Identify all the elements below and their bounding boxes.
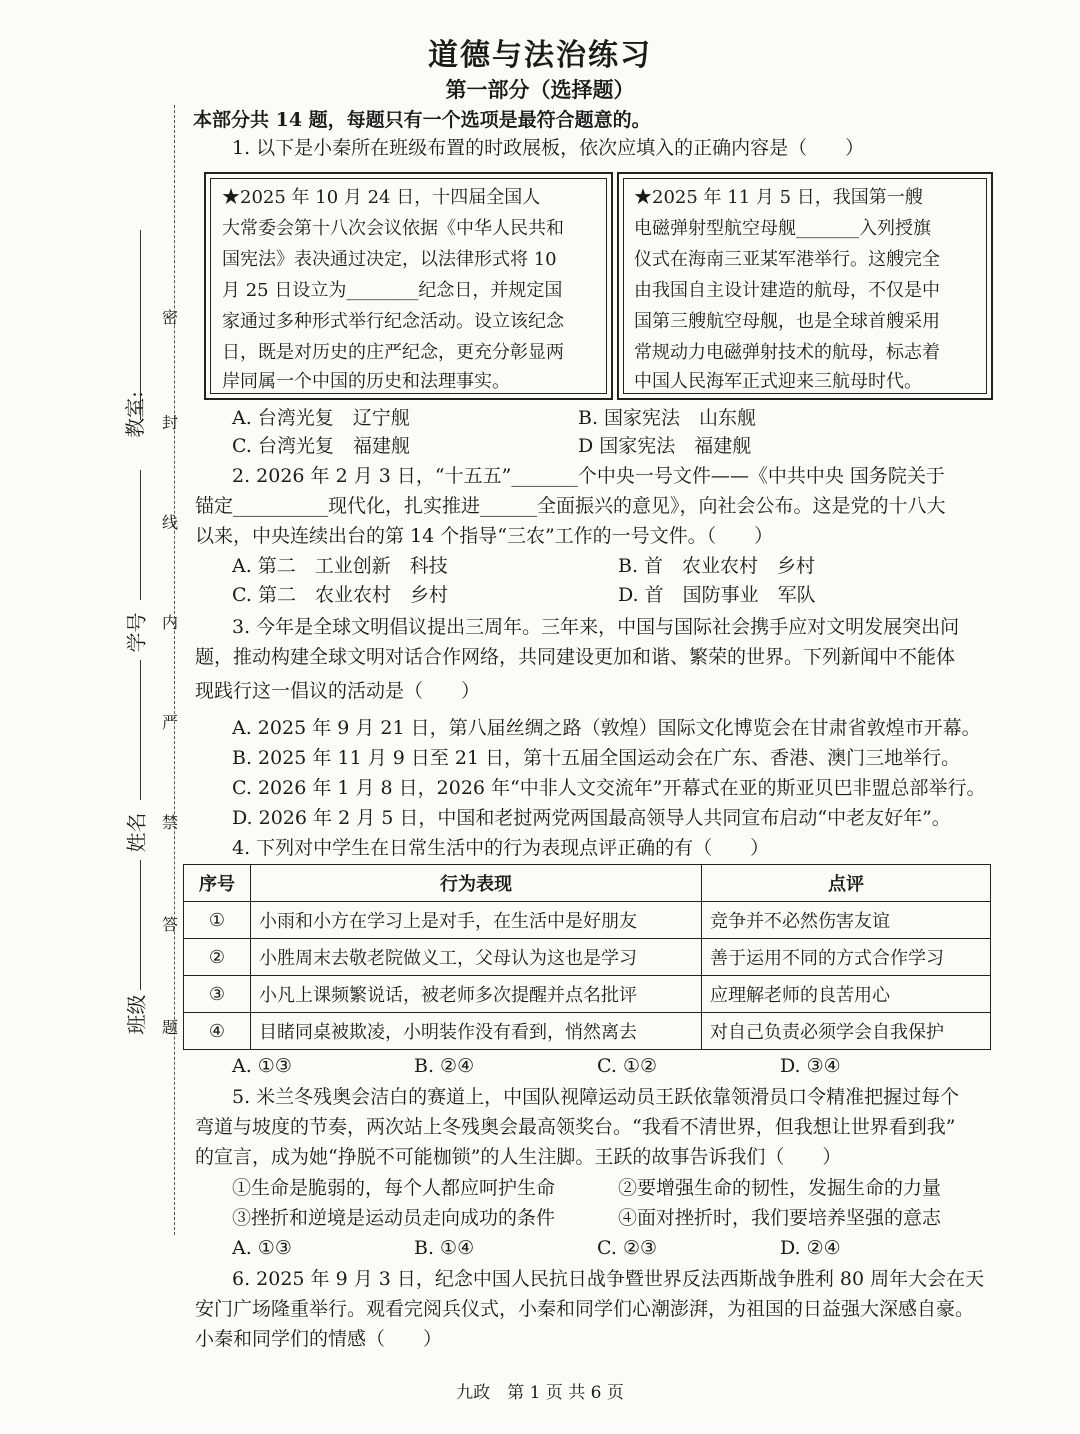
q1-left-line: ★2025 年 10 月 24 日，十四届全国人 xyxy=(222,187,541,208)
row-comment: 应理解老师的良苦用心 xyxy=(702,976,991,1013)
q2-option-d: D. 首 国防事业 军队 xyxy=(618,584,816,606)
class-underline xyxy=(140,860,141,990)
seal-char: 内 xyxy=(162,613,179,632)
q1-option-d: D 国家宪法 福建舰 xyxy=(578,435,752,457)
q1-right-line: 电磁弹射型航空母舰_______入列授旗 xyxy=(634,218,931,239)
q2-option-a: A. 第二 工业创新 科技 xyxy=(232,555,448,577)
q2-line: 以来，中央连续出台的第 14 个指导“三农”工作的一号文件。（ ） xyxy=(195,525,774,547)
q2-line: 锚定__________现代化，扎实推进______全面振兴的意见》，向社会公布。这是党的十八大 xyxy=(195,495,946,517)
q1-left-line: 日，既是对历史的庄严纪念，更充分彰显两 xyxy=(222,342,564,363)
q5-line: 5. 米兰冬残奥会洁白的赛道上，中国队视障运动员王跃依靠领滑员口令精准把握过每个 xyxy=(232,1086,960,1108)
seal-char: 答 xyxy=(162,915,179,934)
q1-right-line: 国第三艘航空母舰，也是全球首艘采用 xyxy=(634,311,940,332)
q6-line: 安门广场隆重举行。观看完阅兵仪式，小秦和同学们心潮澎湃，为祖国的日益强大深感自豪。 xyxy=(195,1298,975,1320)
seal-char: 线 xyxy=(162,513,179,532)
q1-left-line: 岸同属一个中国的历史和法理事实。 xyxy=(222,371,510,392)
q3-option-c: C. 2026 年 1 月 8 日，2026 年“中非人文交流年”开幕式在亚的斯亚贝巴非盟总部举行。 xyxy=(232,777,986,799)
q5-statement: ③挫折和逆境是运动员走向成功的条件 xyxy=(232,1207,556,1229)
q2-option-c: C. 第二 农业农村 乡村 xyxy=(232,584,448,606)
q1-right-line: 中国人民海军正式迎来三航母时代。 xyxy=(634,371,922,392)
q1-option-a: A. 台湾光复 辽宁舰 xyxy=(232,407,410,429)
q1-right-line: 由我国自主设计建造的航母，不仅是中 xyxy=(634,280,940,301)
table-row xyxy=(184,976,991,1013)
q5-statement: ④面对挫折时，我们要培养坚强的意志 xyxy=(618,1207,942,1229)
q3-option-b: B. 2025 年 11 月 9 日至 21 日，第十五届全国运动会在广东、香港、澳门三地举行。 xyxy=(232,747,961,769)
instructions: 本部分共 14 题，每题只有一个选项是最符合题意的。 xyxy=(193,109,651,131)
q1-left-line: 月 25 日设立为________纪念日，并规定国 xyxy=(222,280,563,301)
page-footer: 九政 第 1 页 共 6 页 xyxy=(456,1383,624,1403)
row-comment: 竞争并不必然伤害友谊 xyxy=(702,902,991,939)
q6-line: 6. 2025 年 9 月 3 日，纪念中国人民抗日战争暨世界反法西斯战争胜利 80 周年大会在天 xyxy=(232,1268,985,1290)
seal-char: 题 xyxy=(162,1018,179,1037)
q4-option-d: D. ③④ xyxy=(780,1055,841,1077)
student-id-underline xyxy=(140,470,141,600)
q1-stem: 1. 以下是小秦所在班级布置的时政展板，依次应填入的正确内容是（ ） xyxy=(232,137,865,159)
q5-option-d: D. ②④ xyxy=(780,1237,841,1259)
q4-table xyxy=(183,864,991,1050)
q4-option-c: C. ①② xyxy=(597,1055,658,1077)
table-row xyxy=(184,902,991,939)
name-underline xyxy=(140,660,141,800)
class-label: 班级 xyxy=(124,994,149,1035)
header-index: 序号 xyxy=(184,865,251,902)
q1-option-c: C. 台湾光复 福建舰 xyxy=(232,435,410,457)
seal-dashed-line xyxy=(174,105,175,1235)
q3-line: 3. 今年是全球文明倡议提出三周年。三年来，中国与国际社会携手应对文明发展突出问 xyxy=(232,616,960,638)
q1-option-b: B. 国家宪法 山东舰 xyxy=(578,407,757,429)
q5-line: 弯道与坡度的节奏，两次站上冬残奥会最高领奖台。“我看不清世界，但我想让世界看到我” xyxy=(195,1116,956,1138)
q1-left-line: 国宪法》表决通过决定，以法律形式将 10 xyxy=(222,249,557,270)
table-header-row xyxy=(184,865,991,902)
row-comment: 善于运用不同的方式合作学习 xyxy=(702,939,991,976)
q5-line: 的宣言，成为她“挣脱不可能枷锁”的人生注脚。王跃的故事告诉我们（ ） xyxy=(195,1146,842,1168)
seal-char: 禁 xyxy=(162,813,179,832)
header-behavior: 行为表现 xyxy=(251,865,702,902)
q5-statement: ①生命是脆弱的，每个人都应呵护生命 xyxy=(232,1177,556,1199)
seal-char: 密 xyxy=(162,308,179,327)
q4-option-b: B. ②④ xyxy=(414,1055,475,1077)
section-subtitle: 第一部分（选择题） xyxy=(445,77,635,102)
q4-option-a: A. ①③ xyxy=(232,1055,292,1077)
q3-option-a: A. 2025 年 9 月 21 日，第八届丝绸之路（敦煌）国际文化博览会在甘肃省敦煌市开幕。 xyxy=(232,717,981,739)
row-behavior: 目睹同桌被欺凌，小明装作没有看到，悄然离去 xyxy=(251,1013,702,1050)
row-behavior: 小凡上课频繁说话，被老师多次提醒并点名批评 xyxy=(251,976,702,1013)
q3-line: 现践行这一倡议的活动是（ ） xyxy=(195,680,481,702)
q5-option-b: B. ①④ xyxy=(414,1237,475,1259)
q5-statement: ②要增强生命的韧性，发掘生命的力量 xyxy=(618,1177,942,1199)
page-title: 道德与法治练习 xyxy=(428,38,652,73)
row-behavior: 小雨和小方在学习上是对手，在生活中是好朋友 xyxy=(251,902,702,939)
q3-option-d: D. 2026 年 2 月 5 日，中国和老挝两党两国最高领导人共同宣布启动“中老友好年”。 xyxy=(232,807,951,829)
q1-right-line: 仪式在海南三亚某军港举行。这艘完全 xyxy=(634,249,940,270)
q1-left-line: 大常委会第十八次会议依据《中华人民共和 xyxy=(222,218,564,239)
student-id-label: 学号 xyxy=(124,612,149,653)
q2-line: 2. 2026 年 2 月 3 日，“十五五”_______个中央一号文件——《中共中央 国务院关于 xyxy=(232,465,945,487)
seal-char: 严 xyxy=(162,713,179,732)
table-row xyxy=(184,1013,991,1050)
q2-option-b: B. 首 农业农村 乡村 xyxy=(618,555,816,577)
q4-stem: 4. 下列对中学生在日常生活中的行为表现点评正确的有（ ） xyxy=(232,837,770,859)
table-row xyxy=(184,939,991,976)
header-comment: 点评 xyxy=(702,865,991,902)
q3-line: 题，推动构建全球文明对话合作网络，共同建设更加和谐、繁荣的世界。下列新闻中不能体 xyxy=(195,646,956,668)
q6-line: 小秦和同学们的情感（ ） xyxy=(195,1328,443,1350)
q1-right-line: 常规动力电磁弹射技术的航母，标志着 xyxy=(634,342,940,363)
row-index: ③ xyxy=(184,976,251,1013)
seal-char: 封 xyxy=(162,413,179,432)
q1-right-line: ★2025 年 11 月 5 日，我国第一艘 xyxy=(634,187,923,208)
row-index: ④ xyxy=(184,1013,251,1050)
q5-option-c: C. ②③ xyxy=(597,1237,658,1259)
classroom-label: 教室: xyxy=(122,391,147,438)
q5-option-a: A. ①③ xyxy=(232,1237,292,1259)
name-label: 姓名 xyxy=(124,812,149,853)
q1-left-line: 家通过多种形式举行纪念活动。设立该纪念 xyxy=(222,311,564,332)
row-index: ② xyxy=(184,939,251,976)
row-index: ① xyxy=(184,902,251,939)
row-comment: 对自己负责必须学会自我保护 xyxy=(702,1013,991,1050)
row-behavior: 小胜周末去敬老院做义工，父母认为这也是学习 xyxy=(251,939,702,976)
